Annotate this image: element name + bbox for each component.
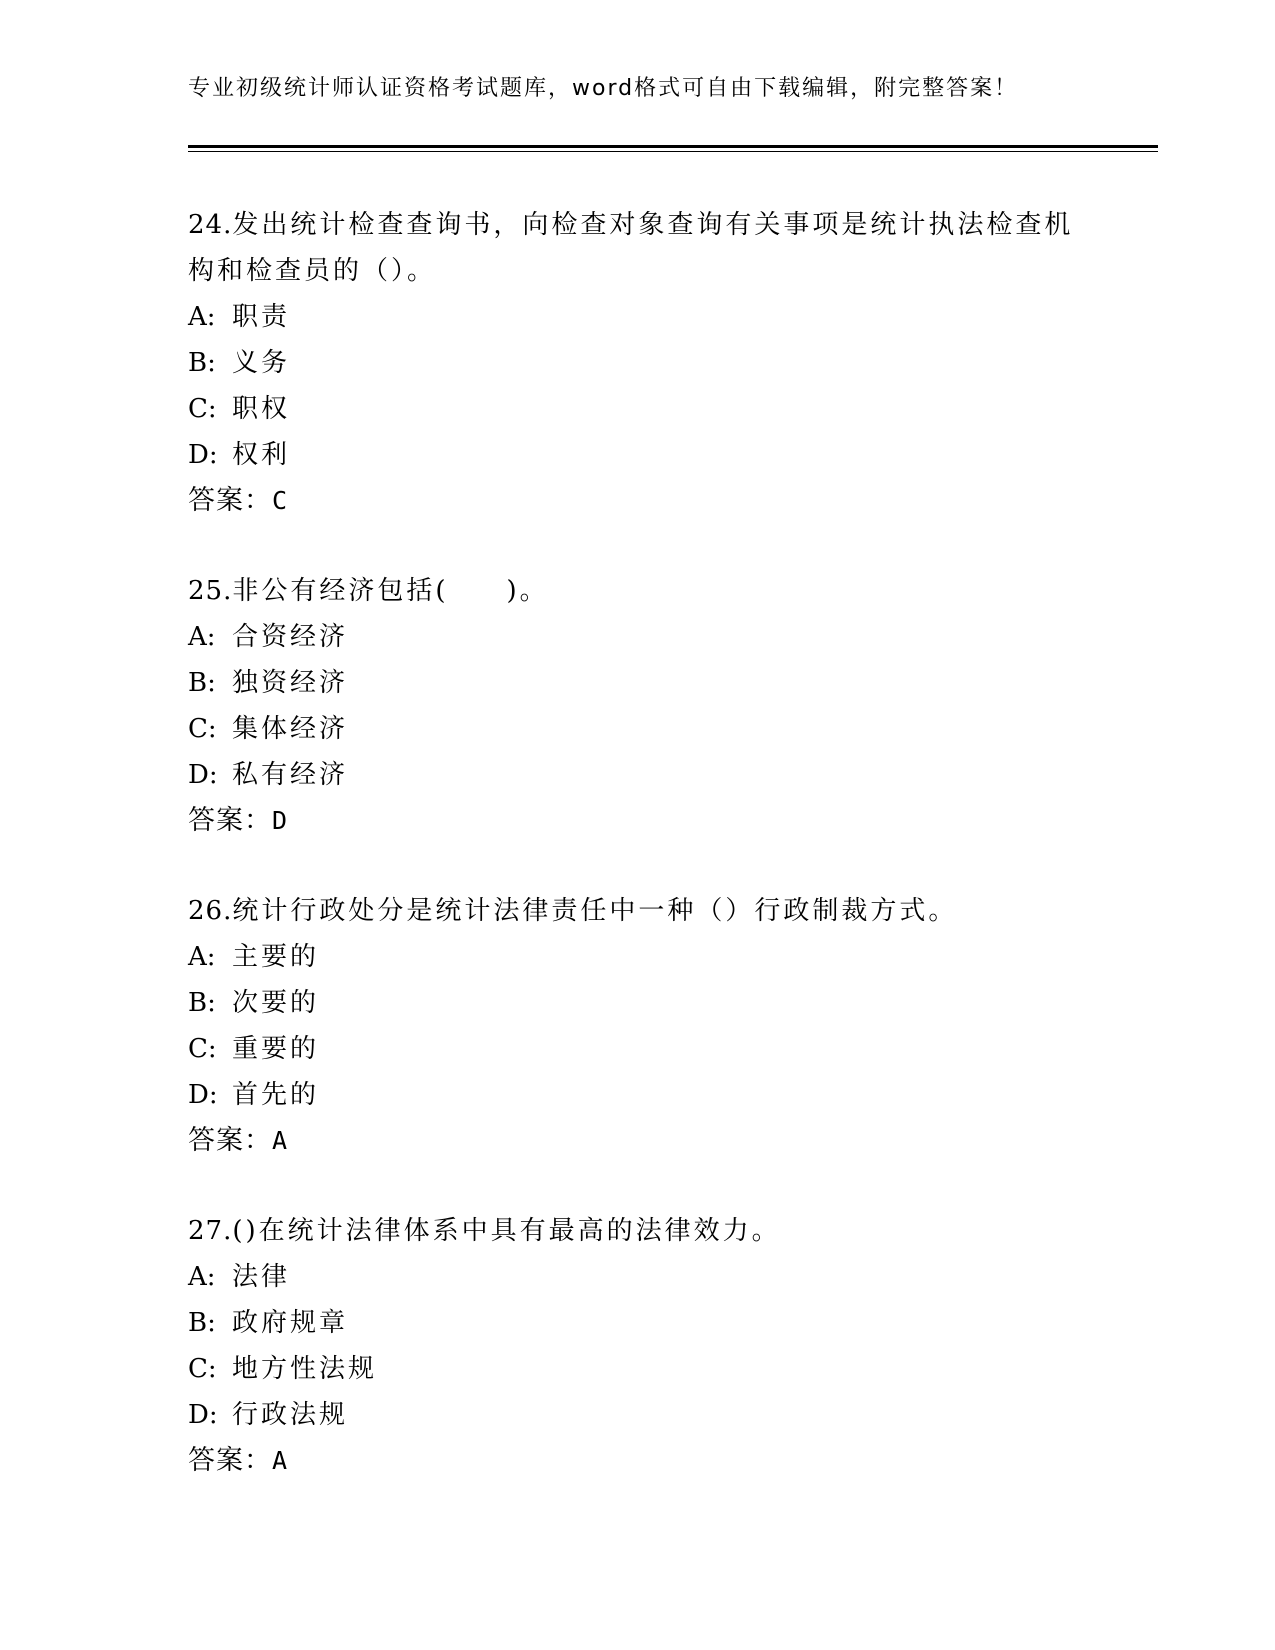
option-letter: B: — [188, 348, 216, 378]
question-text: 非公有经济包括( )。 — [232, 576, 549, 606]
header-divider-thick — [188, 145, 1158, 148]
option-letter: D: — [188, 760, 218, 790]
option-text: 义务 — [232, 348, 291, 378]
question-number: 25. — [188, 576, 233, 606]
option-letter: D: — [188, 1400, 218, 1430]
option-letter: D: — [188, 1080, 218, 1110]
option-d — [188, 1072, 1088, 1118]
option-text: 独资经济 — [232, 668, 349, 698]
answer-label: 答案： — [188, 1125, 272, 1156]
option-b — [188, 1300, 1088, 1346]
option-text: 政府规章 — [232, 1308, 349, 1338]
header-divider-thin — [188, 151, 1158, 152]
answer-label: 答案： — [188, 805, 272, 836]
question-number: 24. — [188, 210, 233, 240]
option-text: 行政法规 — [232, 1400, 349, 1430]
option-letter: C: — [188, 394, 217, 424]
question-27 — [188, 1208, 1088, 1484]
option-a — [188, 294, 1088, 340]
option-c — [188, 706, 1088, 752]
question-text: ()在统计法律体系中具有最高的法律效力。 — [232, 1216, 781, 1246]
question-number: 27. — [188, 1216, 233, 1246]
question-text: 发出统计检查查询书，向检查对象查询有关事项是统计执法检查机构和检查员的（）。 — [188, 210, 1074, 286]
option-a — [188, 1254, 1088, 1300]
question-text: 统计行政处分是统计法律责任中一种（）行政制裁方式。 — [232, 896, 958, 926]
option-text: 主要的 — [232, 942, 320, 972]
option-letter: C: — [188, 714, 217, 744]
question-26 — [188, 888, 1088, 1164]
answer-value: D — [272, 806, 289, 835]
question-stem — [188, 1208, 1088, 1254]
answer-label: 答案： — [188, 1445, 272, 1476]
option-letter: A: — [188, 302, 216, 332]
question-25 — [188, 568, 1088, 844]
option-text: 地方性法规 — [232, 1354, 378, 1384]
option-b — [188, 340, 1088, 386]
option-c — [188, 1026, 1088, 1072]
answer-line — [188, 1438, 1088, 1484]
option-text: 职责 — [232, 302, 291, 332]
option-c — [188, 1346, 1088, 1392]
option-letter: A: — [188, 1262, 216, 1292]
option-b — [188, 660, 1088, 706]
option-text: 私有经济 — [232, 760, 349, 790]
page-header-text: 专业初级统计师认证资格考试题库，word格式可自由下载编辑，附完整答案！ — [188, 76, 1019, 101]
option-a — [188, 934, 1088, 980]
answer-value: C — [272, 486, 289, 515]
option-text: 合资经济 — [232, 622, 349, 652]
question-list — [188, 202, 1088, 1484]
answer-value: A — [272, 1446, 289, 1475]
answer-label: 答案： — [188, 485, 272, 516]
option-letter: A: — [188, 942, 216, 972]
option-letter: D: — [188, 440, 218, 470]
option-text: 权利 — [232, 440, 291, 470]
option-letter: C: — [188, 1354, 217, 1384]
option-text: 职权 — [232, 394, 291, 424]
question-stem — [188, 888, 1088, 934]
option-text: 次要的 — [232, 988, 320, 1018]
question-stem — [188, 202, 1088, 294]
option-a — [188, 614, 1088, 660]
option-letter: C: — [188, 1034, 217, 1064]
option-letter: B: — [188, 1308, 216, 1338]
question-number: 26. — [188, 896, 233, 926]
option-text: 重要的 — [232, 1034, 320, 1064]
question-24 — [188, 202, 1088, 524]
answer-value: A — [272, 1126, 289, 1155]
option-c — [188, 386, 1088, 432]
option-text: 首先的 — [232, 1080, 320, 1110]
answer-line — [188, 1118, 1088, 1164]
option-letter: B: — [188, 988, 216, 1018]
question-stem — [188, 568, 1088, 614]
option-letter: A: — [188, 622, 216, 652]
option-text: 集体经济 — [232, 714, 349, 744]
option-letter: B: — [188, 668, 216, 698]
answer-line — [188, 798, 1088, 844]
option-text: 法律 — [232, 1262, 291, 1292]
option-b — [188, 980, 1088, 1026]
option-d — [188, 752, 1088, 798]
option-d — [188, 432, 1088, 478]
option-d — [188, 1392, 1088, 1438]
answer-line — [188, 478, 1088, 524]
